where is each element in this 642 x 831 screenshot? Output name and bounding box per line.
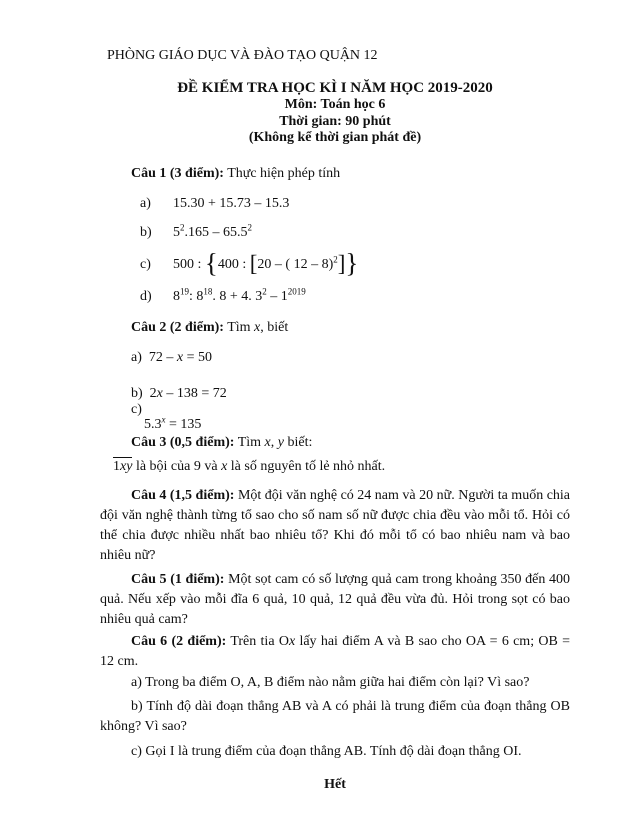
question-3-heading [100,433,570,453]
question-6-item-b: b) Tính độ dài đoạn thẳng AB và A có phải là trung điểm của đoạn thẳng OB không? Vì sao? [100,698,570,734]
question-1-item-d [140,287,570,307]
question-5-text: Một sọt cam có số lượng quả cam trong khoảng 350 đến 400 quả. Nếu xếp vào mỗi đĩa 6 quả, 10 quả, 12 quả đều vừa đủ. Hỏi trong sọt có bao nhiêu quả cam? [100,571,571,627]
item-marker: b) [140,224,152,240]
exam-duration: Thời gian: 90 phút [279,113,391,129]
question-2-item-b [131,384,570,404]
item-marker: b) [131,385,143,401]
exam-subject: Môn: Toán học 6 [284,97,386,112]
math-expression: 2x – 138 = 72 [149,385,227,401]
item-marker: a) [131,349,142,365]
question-3-label: Câu 3 (0,5 điểm): [131,434,235,450]
question-1-item-c [140,248,570,281]
question-1-intro: Thực hiện phép tính [227,165,341,181]
item-marker: d) [140,288,152,304]
item-marker: a) [140,195,151,211]
question-1-heading [100,164,570,184]
question-2-intro: Tìm x, biết [227,319,289,335]
exam-title: ĐỀ KIỂM TRA HỌC KÌ I NĂM HỌC 2019-2020 [177,80,493,96]
question-5-paragraph [100,570,570,630]
math-expression: $5^2.165 - 65.5^2$ [173,221,252,240]
question-3-condition: 1xy là bội của 9 và x là số nguyên tố lẻ nhỏ nhất. [113,458,386,474]
question-3-intro: Tìm x, y biết: [237,434,313,450]
question-6-label: Câu 6 (2 điểm): [131,633,227,649]
question-6-intro: Trên tia Ox lấy hai điểm A và B sao cho OA = 6 cm; OB = 12 cm. [100,633,571,669]
question-2-label: Câu 2 (2 điểm): [131,319,224,335]
math-expression: $8^{19}$: $8^{18}$. 8 + 4. $3^2 - 1^{2019}$ [173,285,306,304]
department-name: PHÒNG GIÁO DỤC VÀ ĐÀO TẠO QUẬN 12 [107,48,378,63]
question-1-label: Câu 1 (3 điểm): [131,165,224,181]
exam-note: (Không kể thời gian phát đề) [248,130,422,145]
question-2-item-c-expression: $5.3^x = 135$ [144,413,202,432]
math-expression: 500 : {400 : [20 – ( 12 – 8)$^2$]} [173,247,359,278]
exam-title-block [100,79,570,147]
question-1-item-b [140,223,570,243]
question-6-paragraph [100,632,570,672]
question-5-label: Câu 5 (1 điểm): [131,571,225,587]
item-marker: c) [140,256,151,272]
question-4-paragraph [100,486,570,566]
math-expression: 72 – x = 50 [148,349,213,365]
question-4-label: Câu 4 (1,5 điểm): [131,487,235,503]
math-expression: 15.30 + 15.73 – 15.3 [173,195,290,211]
question-2-heading [100,318,570,338]
question-1-item-a [140,194,570,214]
question-6-item-c: c) Gọi I là trung điểm của đoạn thẳng AB. Tính độ dài đoạn thẳng OI. [131,743,522,759]
question-4-text: Một đội văn nghệ có 24 nam và 20 nữ. Người ta muốn chia đội văn nghệ thành từng tổ sao cho số nam số nữ được chia đều vào mỗi tổ. Hỏi có thể chia được nhiều nhất bao nhiêu tổ? Khi đó mỗi tổ có bao nhiêu nam và bao nhiêu nữ? [100,487,571,563]
question-2-item-a [131,348,570,368]
question-2-item-c-marker: c) [131,401,142,417]
question-6-item-a: a) Trong ba điểm O, A, B điểm nào nằm giữa hai điểm còn lại? Vì sao? [131,674,530,690]
end-of-exam-label: Hết [324,776,346,792]
